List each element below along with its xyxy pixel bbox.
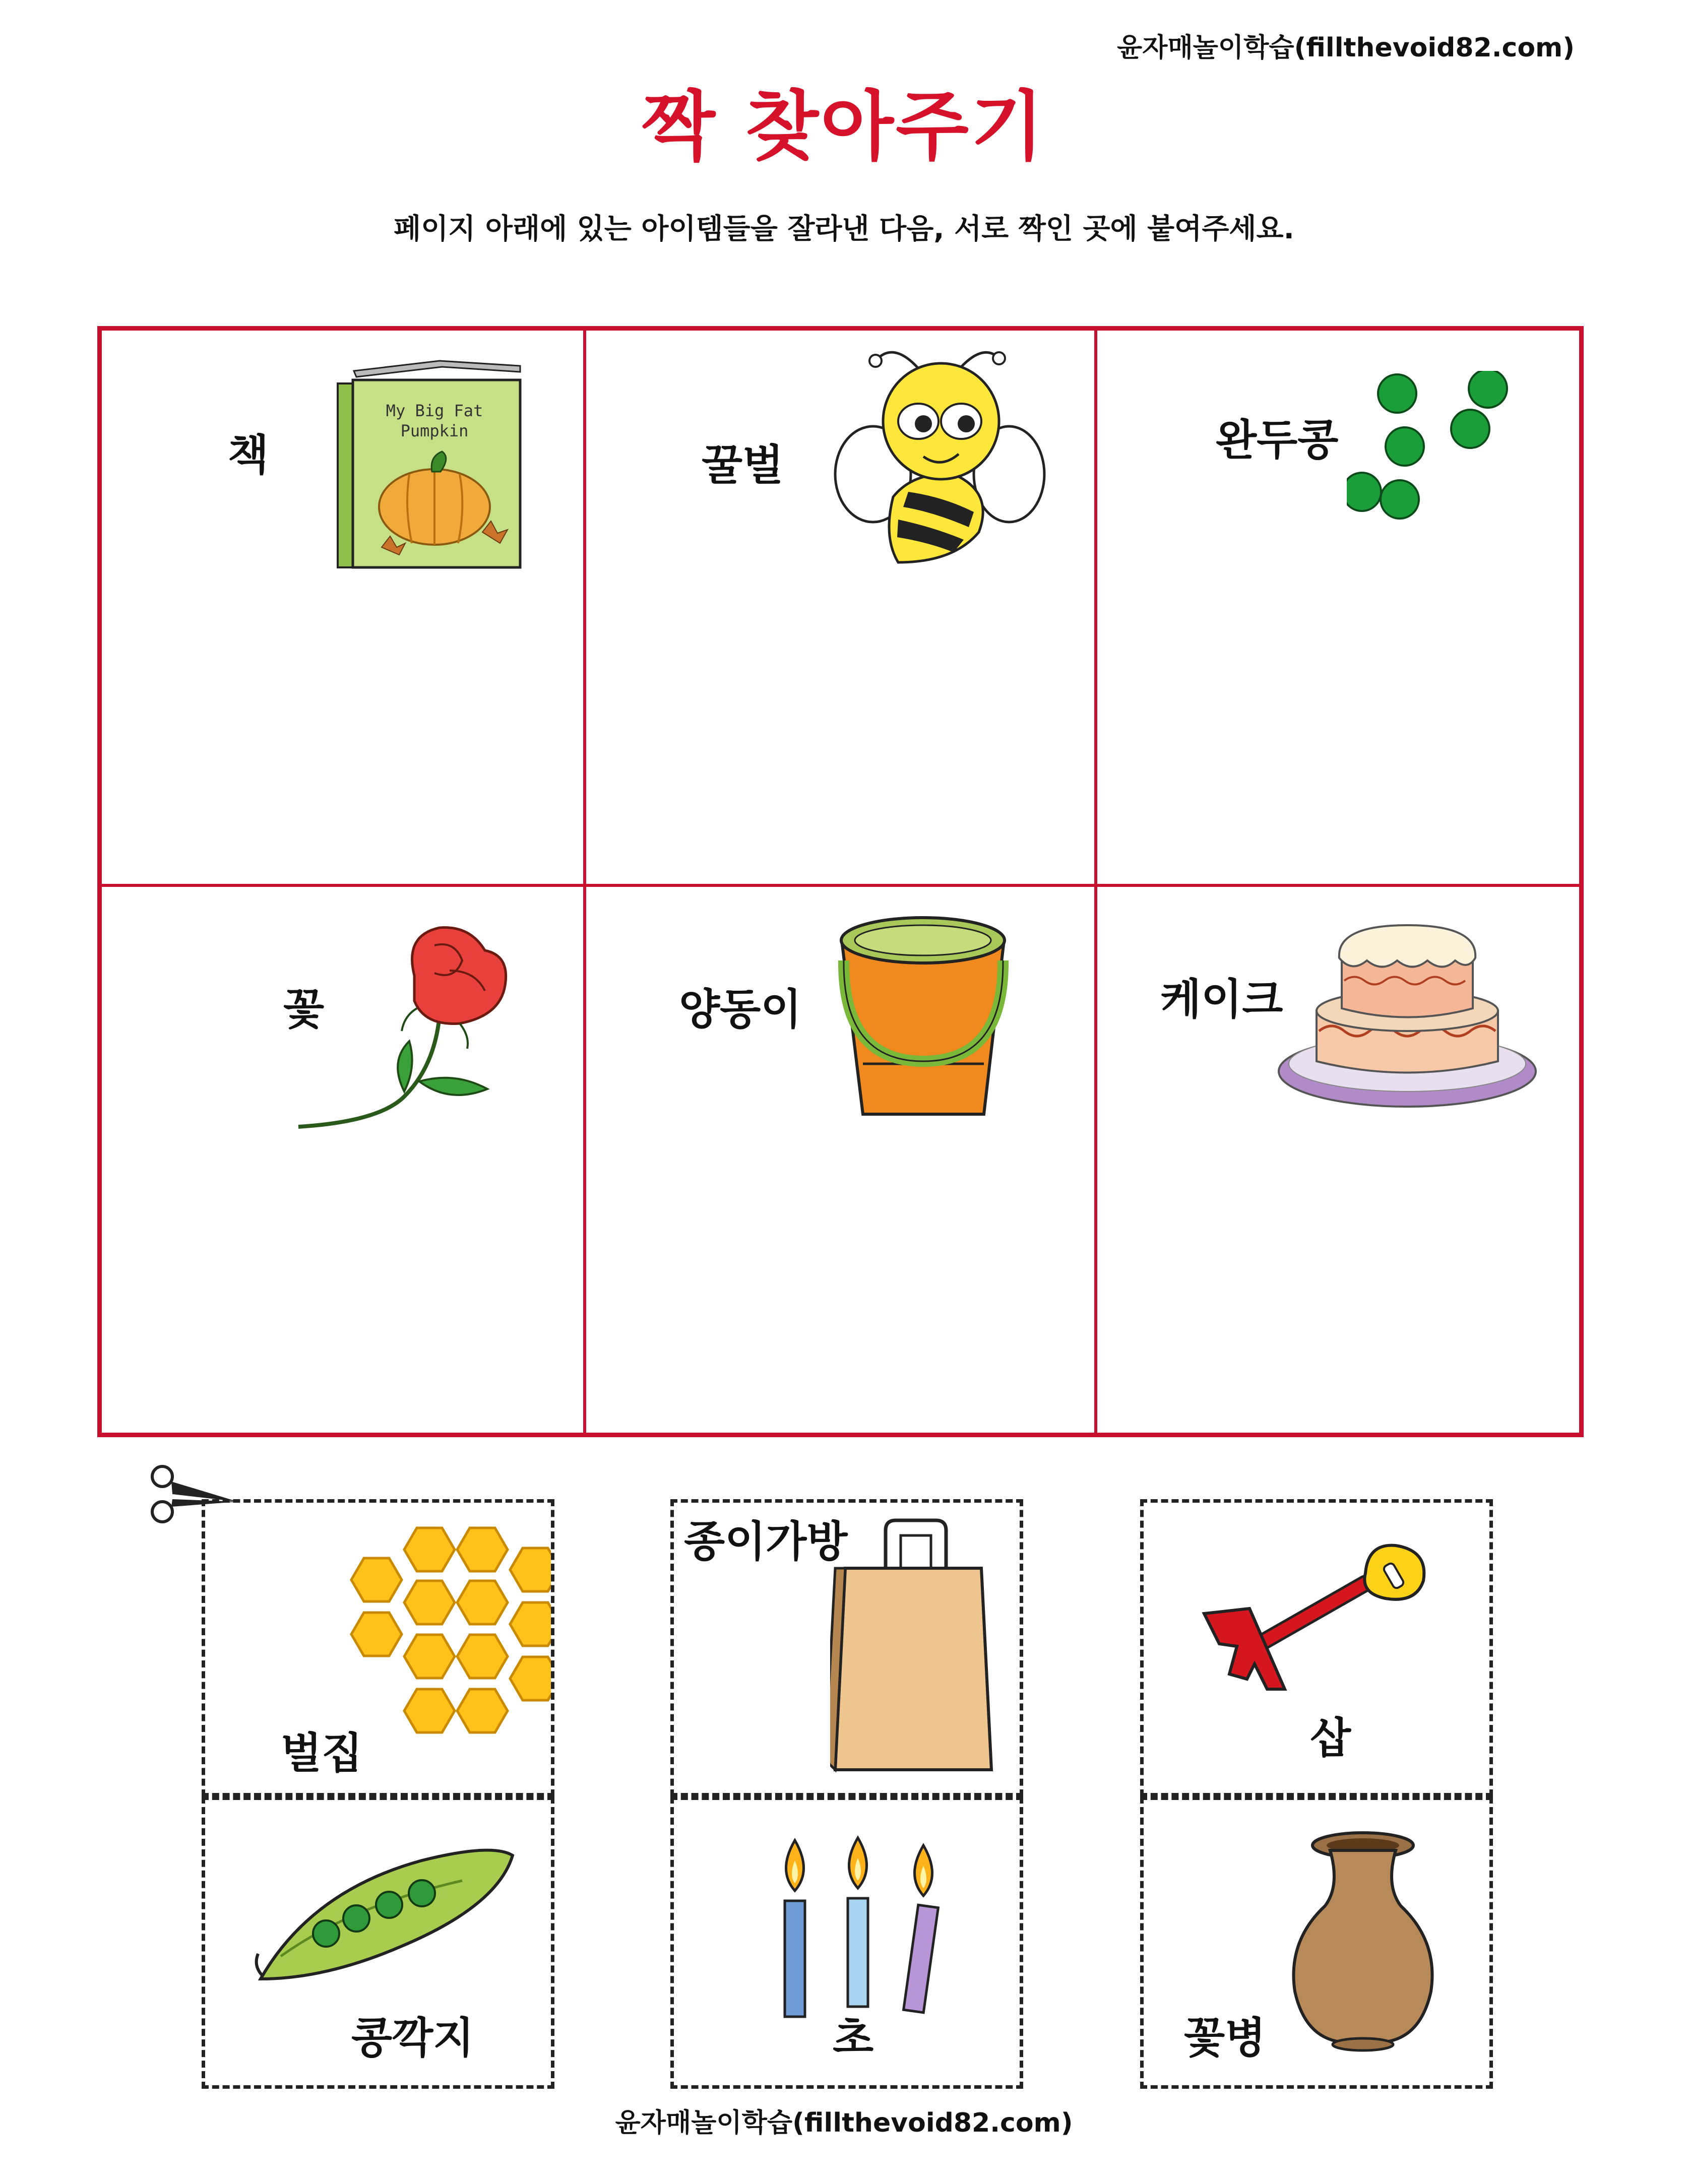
- card-label-candles: 초: [833, 2013, 874, 2063]
- candles-icon: [765, 1830, 951, 2022]
- cell-label-cake: 케이크: [1160, 975, 1283, 1024]
- cutout-card-vase[interactable]: [1140, 1796, 1493, 2089]
- card-label-honeycomb: 벌집: [281, 1728, 363, 1778]
- cutout-card-shovel[interactable]: [1140, 1499, 1493, 1796]
- paper-bag-icon: [830, 1518, 1002, 1780]
- book-title-line1: My Big Fat: [386, 401, 483, 420]
- cell-label-bee: 꿀벌: [702, 440, 784, 490]
- pea-pod-icon: [251, 1845, 523, 1992]
- rose-icon: [288, 915, 550, 1132]
- matching-grid: [97, 326, 1584, 1437]
- cake-icon: [1276, 910, 1538, 1122]
- page-title: 짝 찾아주기: [642, 83, 1046, 171]
- card-label-vase: 꽃병: [1184, 2013, 1266, 2063]
- vase-icon: [1285, 1830, 1441, 2052]
- cell-label-peas: 완두콩: [1216, 415, 1339, 465]
- shovel-icon: [1199, 1538, 1441, 1699]
- bee-icon: [833, 346, 1049, 572]
- grid-divider: [583, 331, 586, 1433]
- instructions: 페이지 아래에 있는 아이템들을 잘라낸 다음, 서로 짝인 곳에 붙여주세요.: [394, 213, 1294, 245]
- book-icon: [334, 346, 530, 577]
- book-title-line2: Pumpkin: [400, 421, 469, 440]
- card-label-paper-bag: 종이가방: [684, 1517, 848, 1566]
- card-label-pea-pod: 콩깍지: [351, 2013, 474, 2063]
- cutout-card-pea-pod[interactable]: [202, 1796, 554, 2089]
- cutout-card-honeycomb[interactable]: [202, 1499, 554, 1796]
- honeycomb-icon: [341, 1523, 553, 1755]
- cell-label-flower: 꽃: [283, 985, 325, 1034]
- cutout-card-candles[interactable]: [670, 1796, 1023, 2089]
- grid-divider: [102, 884, 1579, 887]
- bucket-icon: [833, 910, 1014, 1127]
- peas-icon: [1347, 371, 1548, 537]
- cell-label-bucket: 양동이: [679, 985, 802, 1034]
- grid-divider: [1094, 331, 1097, 1433]
- site-credit-top: 윤자매놀이학습(fillthevoid82.com): [1116, 33, 1575, 63]
- site-credit-bottom: 윤자매놀이학습(fillthevoid82.com): [615, 2108, 1073, 2138]
- card-label-shovel: 삽: [1310, 1713, 1351, 1763]
- cell-label-book: 책: [228, 430, 269, 480]
- cutout-card-paper-bag[interactable]: [670, 1499, 1023, 1796]
